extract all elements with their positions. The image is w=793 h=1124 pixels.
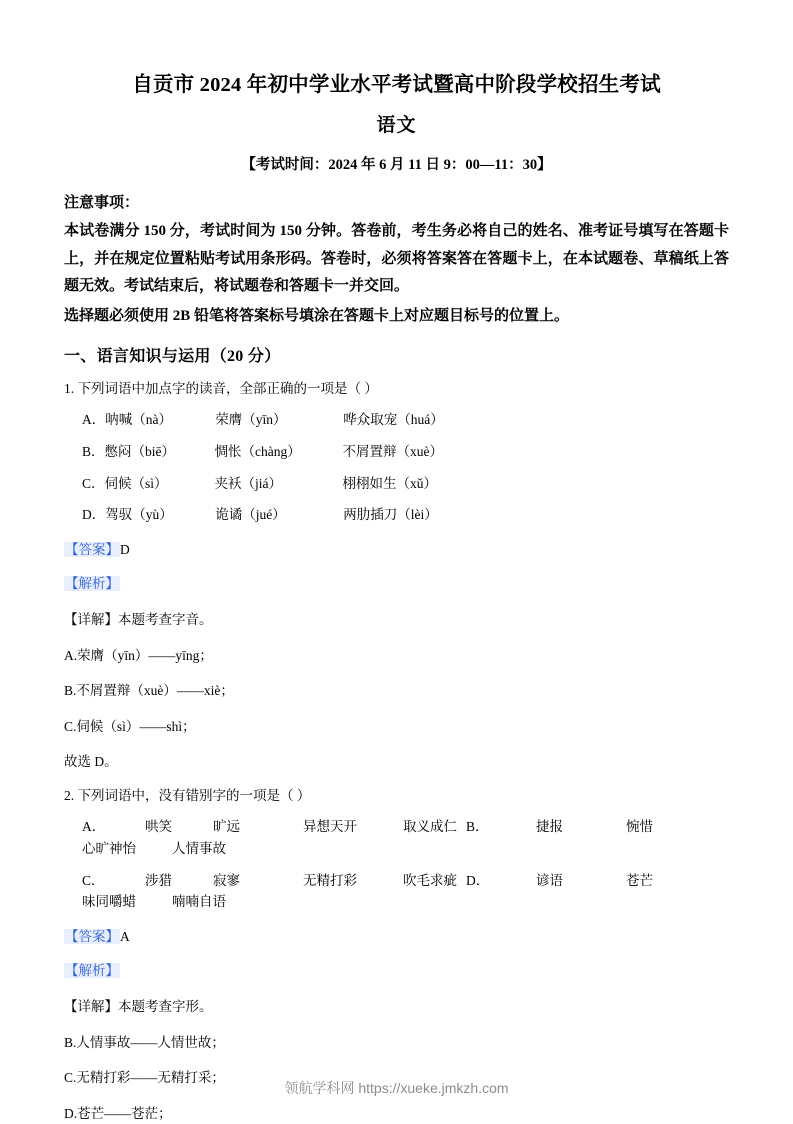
option-word-6: 惋惜	[626, 819, 653, 835]
option-word-1: 哄笑	[145, 819, 172, 835]
question-1-stem: 1. 下列词语中加点字的读音，全部正确的一项是（ ）	[64, 380, 378, 396]
question-1-point-4: 故选 D。	[64, 754, 118, 770]
exam-time: 【考试时间：2024 年 6 月 11 日 9：00—11：30】	[241, 156, 552, 173]
question-2-row-1[interactable]	[64, 816, 729, 859]
option-word-1: 伺候（sì）	[104, 475, 168, 491]
watermark: 领航学科网 https://xueke.jmkzh.com	[284, 1080, 509, 1096]
question-2-stem: 2. 下列词语中，没有错别字的一项是（ ）	[64, 787, 311, 803]
answer-value: D	[120, 541, 130, 557]
notice-title: 注意事项：	[64, 194, 140, 211]
option-word-8: 喃喃自语	[172, 894, 226, 910]
option-label: B．	[82, 443, 105, 459]
option-label: D．	[82, 507, 106, 523]
question-2-detail: 【详解】本题考查字形。	[64, 999, 213, 1015]
option-word-2: 惆怅（chàng）	[214, 443, 301, 459]
analysis-tag: 【解析】	[65, 576, 119, 592]
option-word-1: 憋闷（biē）	[104, 443, 176, 459]
question-2-point-1: B.人情事故——人情世故；	[64, 1034, 225, 1050]
option-word-1: 驾驭（yù）	[105, 507, 173, 523]
option-label: C．	[82, 475, 105, 491]
option-word-3: 两肋插刀（lèi）	[343, 507, 438, 523]
option-word-5: 捷报	[536, 819, 563, 835]
question-1	[64, 378, 729, 773]
option-word-2: 夹袄（jiá）	[214, 475, 283, 491]
question-1-answer	[64, 539, 729, 561]
option-word-2: 旷远	[213, 819, 240, 835]
question-1-point-2: B.不屑置辩（xuè）——xiè；	[64, 683, 234, 699]
option-word-1: 呐喊（nà）	[105, 412, 172, 428]
answer-tag: 【答案】	[65, 541, 119, 557]
option-label-b: B．	[466, 819, 489, 835]
question-1-point-3: C.伺候（sì）——shì；	[64, 718, 196, 734]
question-2-point-2: C.无精打彩——无精打采；	[64, 1070, 225, 1086]
answer-tag: 【答案】	[65, 928, 119, 944]
question-1-option-b[interactable]	[64, 441, 729, 463]
option-label-d: D．	[466, 872, 490, 888]
option-word-1: 涉猎	[145, 872, 172, 888]
option-word-2: 寂寥	[213, 872, 240, 888]
question-1-analysis-tag	[64, 573, 729, 595]
page-title: 自贡市 2024 年初中学业水平考试暨高中阶段学校招生考试	[132, 74, 661, 96]
option-word-6: 苍芒	[626, 872, 653, 888]
question-1-detail: 【详解】本题考查字音。	[64, 611, 213, 627]
question-1-option-a[interactable]	[64, 409, 729, 431]
question-2-point-3: D.苍芒——苍茫；	[64, 1105, 172, 1121]
option-word-3: 异想天开	[303, 819, 357, 835]
option-word-3: 栩栩如生（xǔ）	[342, 475, 438, 491]
option-word-2: 荣膺（yīn）	[215, 412, 287, 428]
question-2	[64, 785, 729, 1124]
option-word-2: 诡谲（jué）	[215, 507, 286, 523]
option-word-7: 味同嚼蜡	[82, 894, 136, 910]
question-2-analysis-tag	[64, 960, 729, 982]
option-word-8: 人情事故	[172, 841, 226, 857]
analysis-tag: 【解析】	[65, 963, 119, 979]
option-word-3: 无精打彩	[303, 872, 357, 888]
section-heading-1: 一、语言知识与运用（20 分）	[64, 347, 281, 365]
notice-body: 本试卷满分 150 分，考试时间为 150 分钟。答卷前，考生务必将自己的姓名、准考证号填写在答题卡上，并在规定位置粘贴考试用条形码。答卷时，必须将答案答在答题卡上，在本试题卷、草稿纸上答题无效。考试结束后，将试题卷和答题卡一并交回。	[64, 222, 729, 295]
notice-line-2: 选择题必须使用 2B 铅笔将答案标号填涂在答题卡上对应题目标号的位置上。	[64, 308, 570, 324]
option-word-5: 谚语	[536, 872, 563, 888]
subject-title: 语文	[376, 114, 417, 136]
option-word-3: 哗众取宠（huá）	[343, 412, 444, 428]
option-label-a: A．	[82, 819, 106, 835]
question-1-point-1: A.荣膺（yīn）——yīng；	[64, 647, 213, 663]
option-word-7: 心旷神怡	[82, 841, 136, 857]
option-label: A．	[82, 412, 106, 428]
question-2-answer	[64, 926, 729, 948]
option-word-4: 取义成仁	[403, 819, 457, 835]
option-label-c: C．	[82, 872, 105, 888]
option-word-4: 吹毛求疵	[403, 872, 457, 888]
question-1-option-d[interactable]	[64, 504, 729, 526]
question-2-row-2[interactable]	[64, 870, 729, 913]
question-1-option-c[interactable]	[64, 473, 729, 495]
answer-value: A	[120, 928, 130, 944]
option-word-3: 不屑置辩（xuè）	[342, 443, 444, 459]
